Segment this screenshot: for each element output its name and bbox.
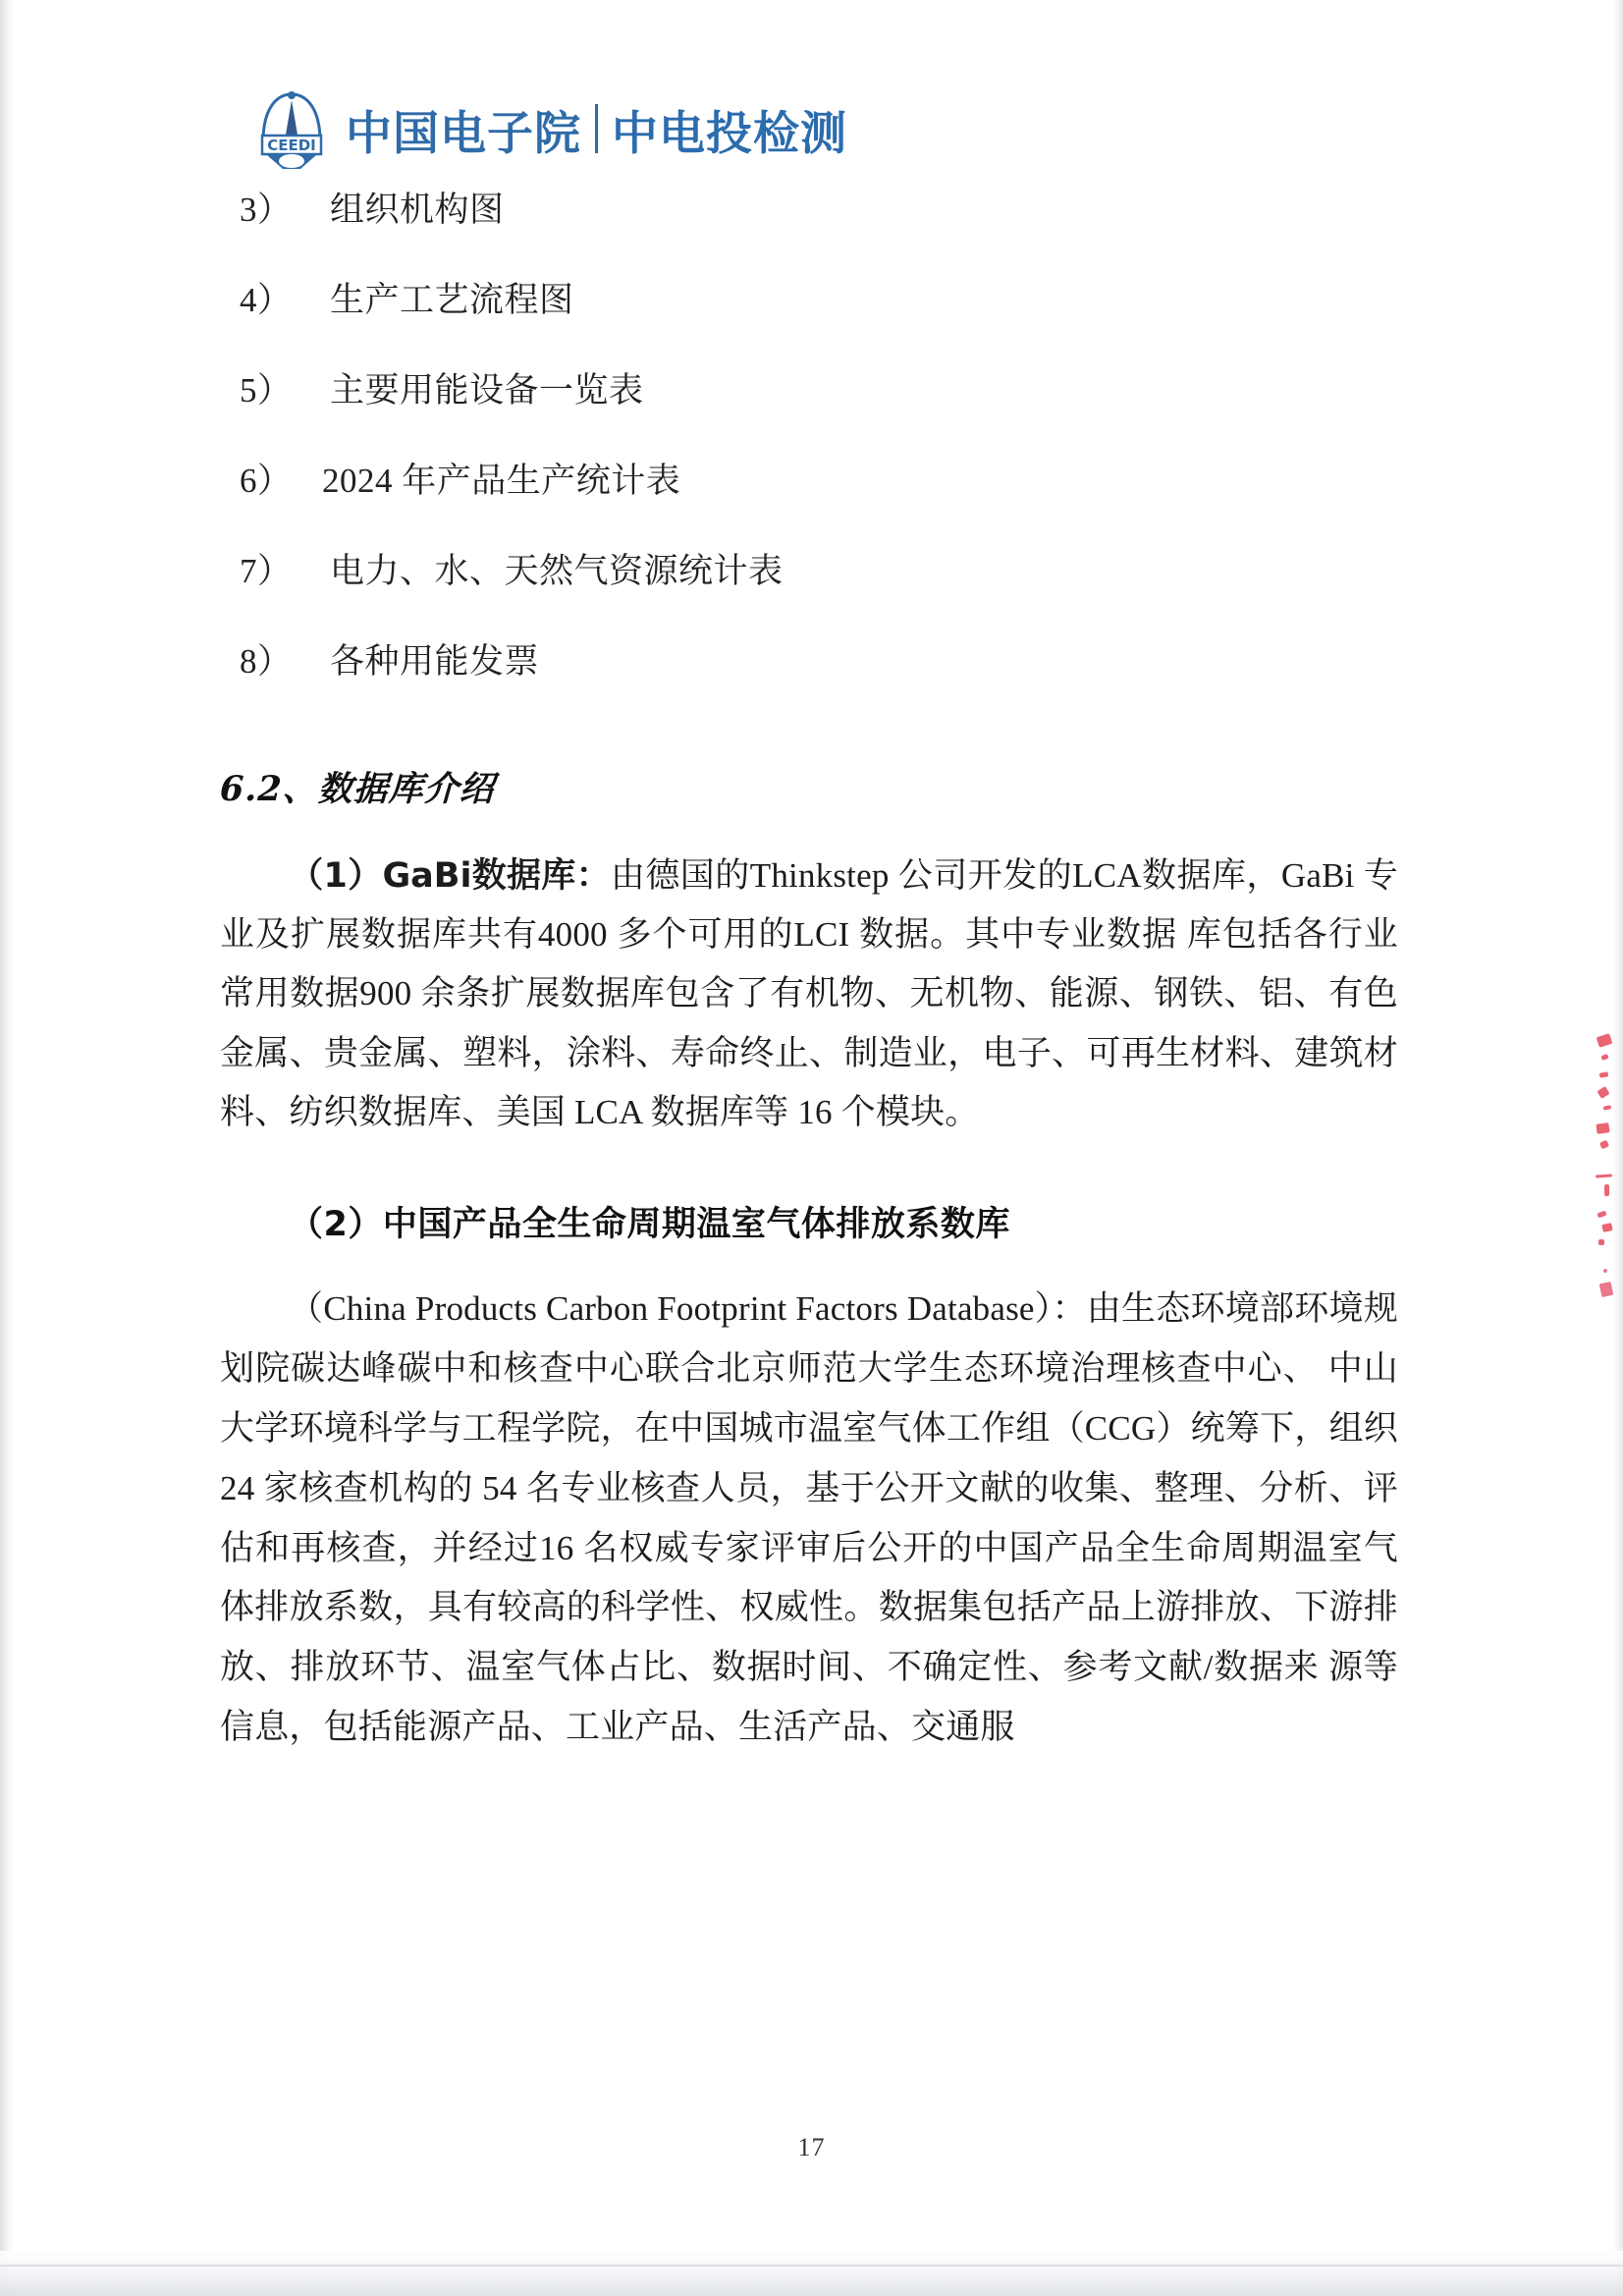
ceedi-tower-logo-icon [253, 86, 330, 171]
scan-edge-bottom [0, 2251, 1623, 2296]
list-item [240, 192, 1398, 227]
brand-divider-icon [595, 104, 598, 153]
list-item [240, 464, 1398, 498]
section-heading-6-2: 6.2、数据库介绍 [219, 769, 496, 809]
list-item-marker: 4） [240, 281, 293, 319]
list-item [240, 373, 1398, 408]
list-item-marker: 7） [240, 552, 293, 590]
list-item [240, 283, 1398, 317]
brand-secondary-text: 中电投检测 [612, 107, 847, 161]
paragraph-lead-in: （1）GaBi数据库： [289, 856, 611, 896]
brand-primary-text: 中国电子院 [346, 107, 581, 161]
paragraph-body-text: （China Products Carbon Footprint Factors Database）：由生态环境部环境规划院碳达峰碳中和核查中心联合北京师范大学生态环境治理核查中心、 中山大学环境科学与工程学院，在中国城市温室气体工作组（CCG）统筹下，组织 24 家核查机构的 54 名专业核查人员，基于公开文献的收集、整理、分析、评估和再核查，并经过16 名权威专家评审后公开的中国产品全生命周期温室气体排放系数，具有较高的科学性、权威性。数据集包括产品上游排放、下游排放、排放环节、温室气体占比、数据时间、不确定性、参考文献/数据来 源等信息，包括能源产品、工业产品、生活产品、交通服 [220, 1288, 1398, 1747]
sub-heading-text: （2）中国产品全生命周期温室气体排放系数库 [289, 1204, 1010, 1244]
document-body [219, 191, 1398, 1758]
list-item-marker: 3） [240, 191, 293, 229]
ceedi-acronym: CEEDI [267, 137, 316, 154]
scan-edge-left [0, 0, 14, 2296]
page-header [253, 86, 847, 171]
list-item-marker: 8） [240, 642, 293, 681]
paragraph-gabi-database [220, 847, 1398, 1142]
brand-wordmark [346, 100, 847, 161]
scan-bottom-rule [0, 2265, 1623, 2267]
list-item-text: 2024 年产品生产统计表 [322, 462, 681, 500]
red-seal-fragment-lower-icon [1596, 1267, 1617, 1308]
list-item-text: 电力、水、天然气资源统计表 [330, 552, 784, 590]
list-item-text: 生产工艺流程图 [330, 281, 574, 319]
list-item-marker: 6） [240, 462, 293, 500]
list-item-text: 各种用能发票 [330, 642, 540, 681]
page-number: 17 [797, 2133, 826, 2161]
list-item [240, 644, 1398, 679]
list-item [240, 554, 1398, 588]
paragraph-ccg-database [220, 1280, 1398, 1758]
list-item-text: 主要用能设备一览表 [330, 371, 644, 410]
sub-heading-china-products-db [220, 1197, 1398, 1246]
paragraph-body-text: 由德国的Thinkstep 公司开发的LCA数据库，GaBi 专业及扩展数据库共有4000 多个可用的LCI 数据。其中专业数据 库包括各行业常用数据900 余条扩展数据库包含了有机物、无机物、能源、钢铁、铝、有色金属、贵金属、塑料，涂料、寿命终止、制造业，电子、可再生材料、建筑材料、纺织数据库、美国 LCA 数据库等 16 个模块。 [220, 856, 1398, 1131]
list-item-text: 组织机构图 [330, 191, 505, 229]
list-item-marker: 5） [240, 371, 293, 410]
red-seal-fragment-icon [1592, 1031, 1621, 1286]
